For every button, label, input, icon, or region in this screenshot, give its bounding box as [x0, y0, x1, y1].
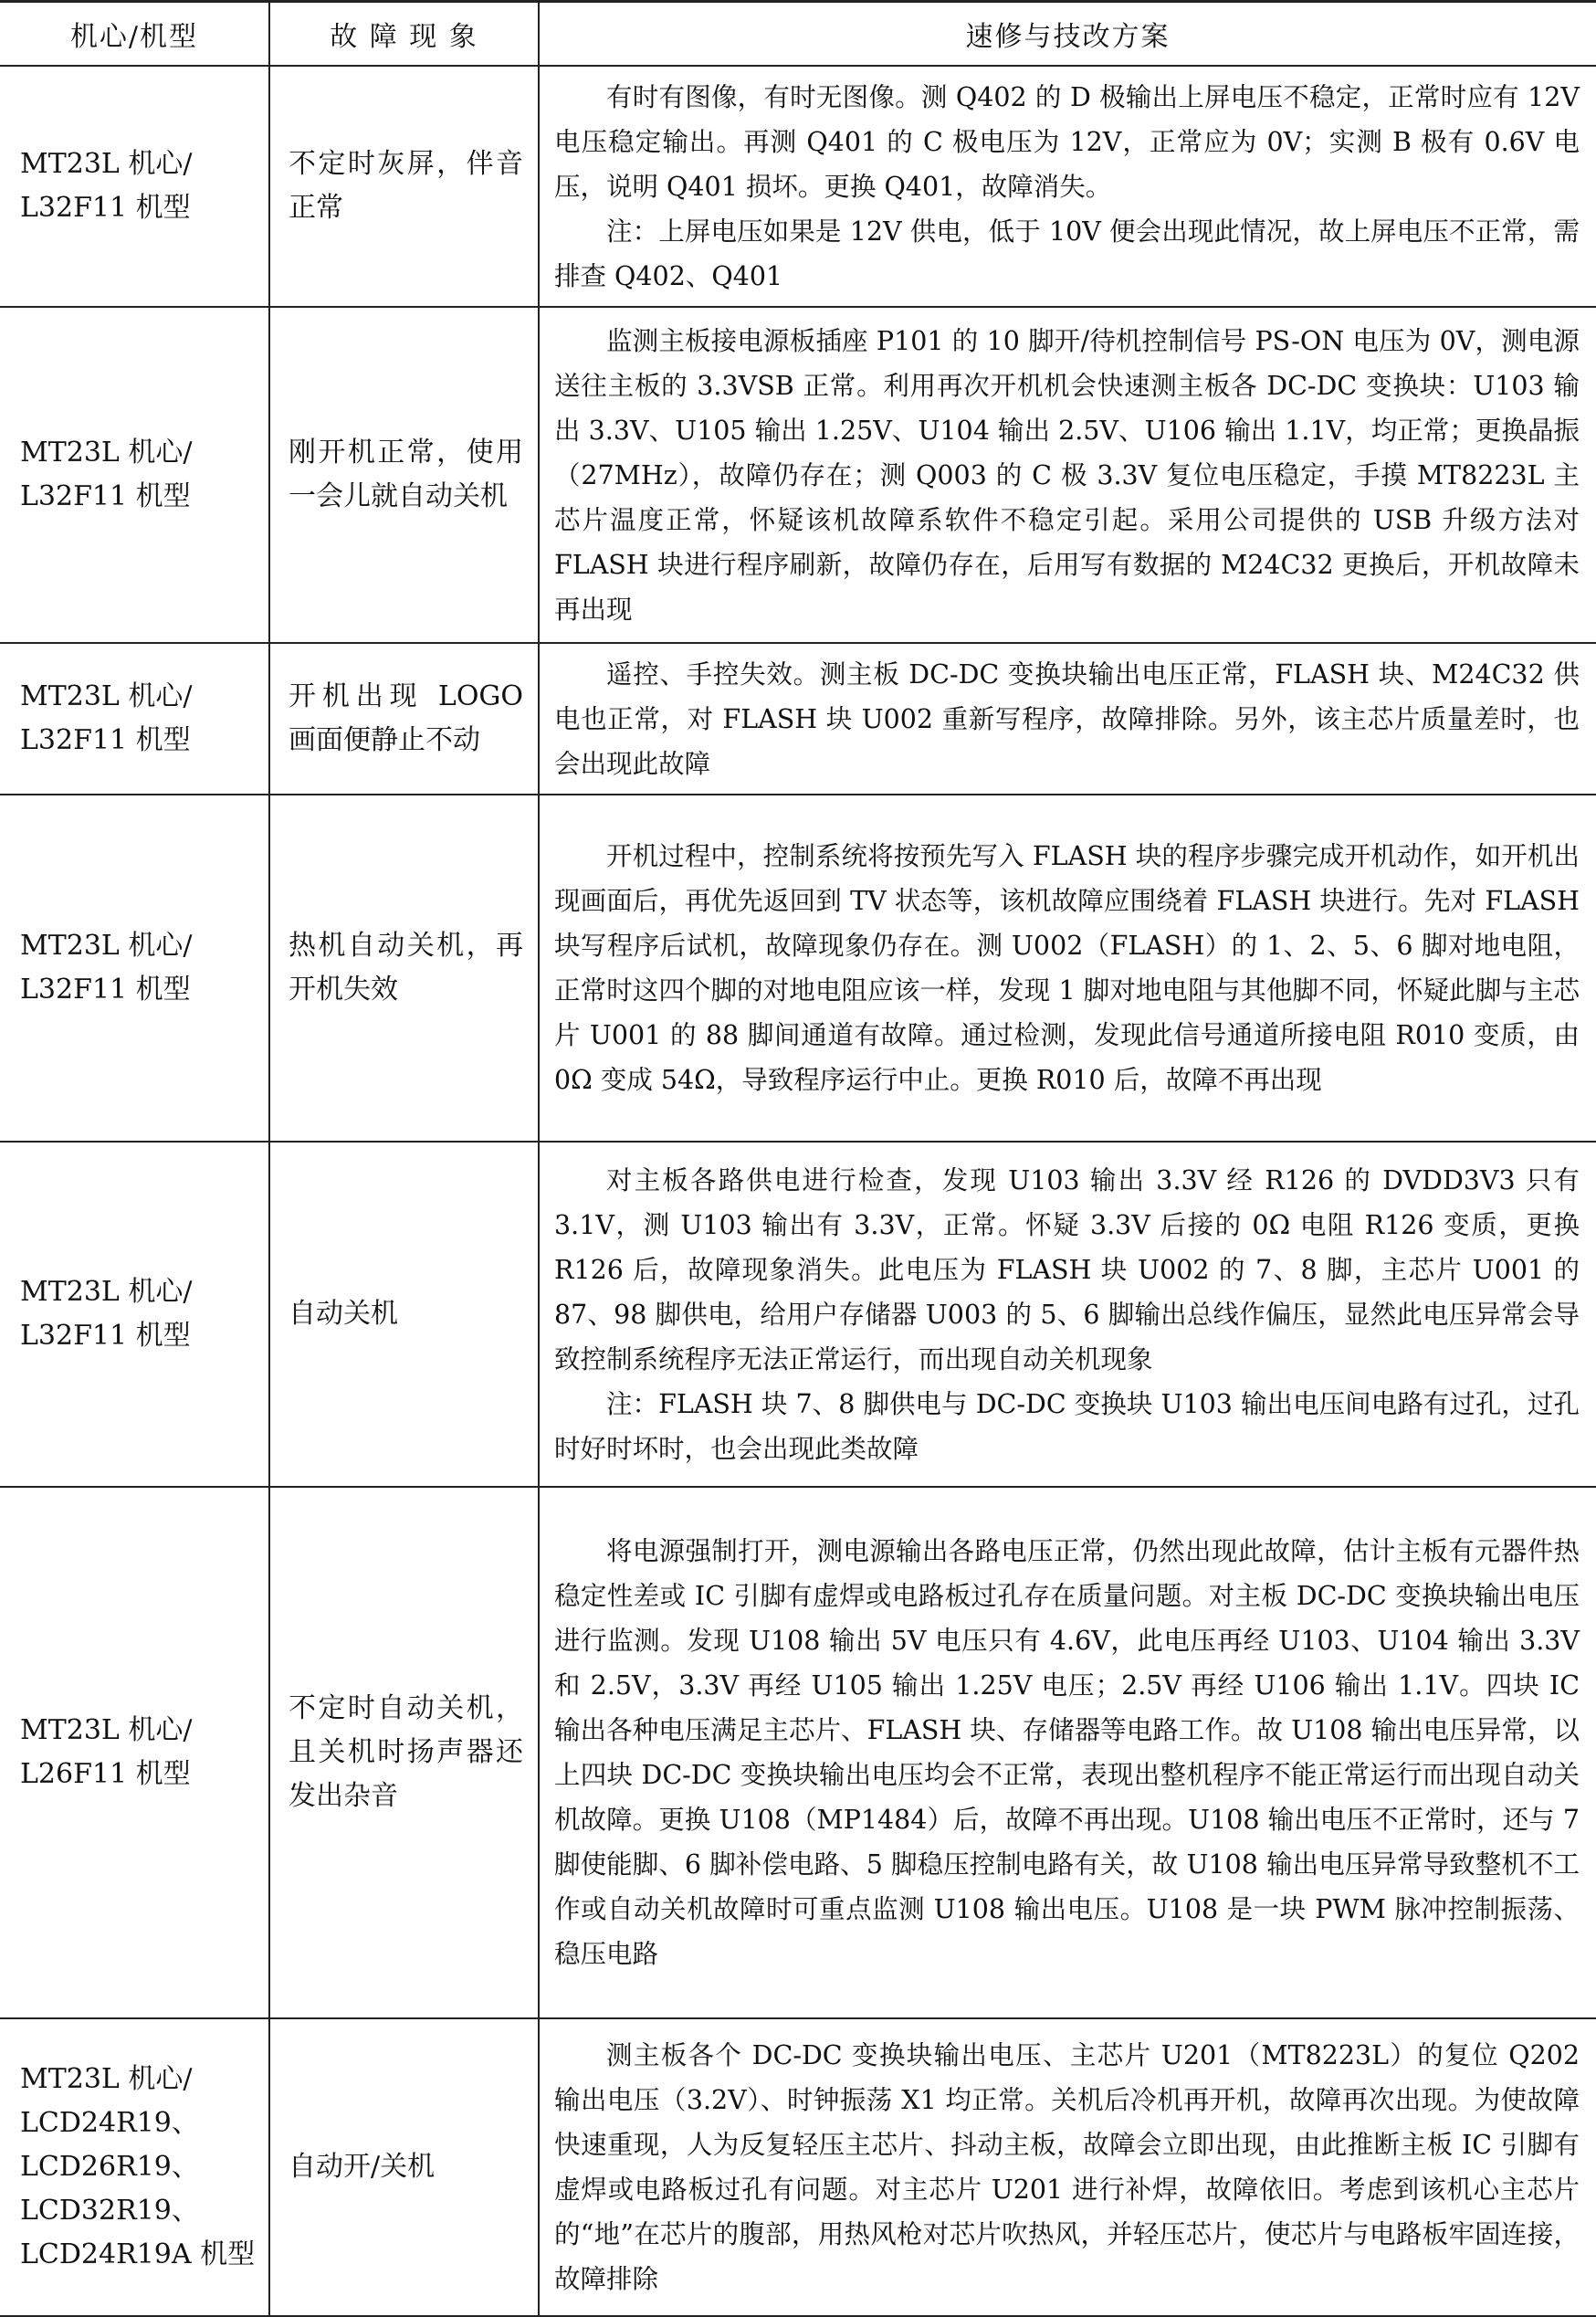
header-symptom: 故 障 现 象 — [269, 2, 539, 67]
model-line: L32F11 机型 — [20, 1320, 191, 1352]
solution-cell — [539, 1142, 1596, 1487]
model-line: L32F11 机型 — [20, 480, 191, 512]
solution-cell — [539, 795, 1596, 1142]
solution-paragraph: 对主板各路供电进行检查，发现 U103 输出 3.3V 经 R126 的 DVDD3V3 只有 3.1V，测 U103 输出有 3.3V，正常。怀疑 3.3V 后接的 0Ω 电阻 R126 变质，更换 R126 后，故障现象消失。此电压为 FLASH 块 U002 的 7、8 脚，主芯片 U001 的 87、98 脚供电，给用户存储器 U003 的 5、6 脚输出总线作偏压，显然此电压异常会导致控制系统程序无法正常运行，而出现自动关机现象 — [554, 1164, 1580, 1374]
symptom-cell: 自动开/关机 — [269, 2018, 539, 2316]
symptom-cell: 不定时自动关机，且关机时扬声器还发出杂音 — [269, 1487, 539, 2018]
model-cell — [0, 1487, 269, 2018]
solution-paragraph: 测主板各个 DC-DC 变换块输出电压、主芯片 U201（MT8223L）的复位 Q202 输出电压（3.2V）、时钟振荡 X1 均正常。关机后冷机再开机，故障再次出现。为使故障快速重现，人为反复轻压主芯片、抖动主板，故障会立即出现，由此推断主板 IC 引脚有虚焊或电路板过孔有问题。对主芯片 U201 进行补焊，故障依旧。考虑到该机心主芯片的“地”在芯片的腹部，用热风枪对芯片吹热风，并轻压芯片，使芯片与电路板牢固连接，故障排除 — [554, 2040, 1580, 2294]
symptom-cell: 自动关机 — [269, 1142, 539, 1487]
model-line: MT23L 机心/ — [20, 148, 193, 180]
solution-note: 注：上屏电压如果是 12V 供电，低于 10V 便会出现此情况，故上屏电压不正常，需排查 Q402、Q401 — [554, 216, 1580, 291]
solution-paragraph: 有时有图像，有时无图像。测 Q402 的 D 极输出上屏电压不稳定，正常时应有 12V 电压稳定输出。再测 Q401 的 C 极电压为 12V，正常应为 0V；实测 B 极有 0.6V 电压，说明 Q401 损坏。更换 Q401，故障消失。 — [554, 81, 1580, 202]
table-row — [0, 2018, 1596, 2316]
table-row — [0, 1142, 1596, 1487]
model-line: L32F11 机型 — [20, 192, 191, 224]
header-row — [0, 2, 1596, 67]
header-model: 机心/机型 — [0, 2, 269, 67]
table-row — [0, 1487, 1596, 2018]
model-cell — [0, 795, 269, 1142]
model-cell — [0, 643, 269, 795]
table-row — [0, 643, 1596, 795]
solution-paragraph: 监测主板接电源板插座 P101 的 10 脚开/待机控制信号 PS-ON 电压为 0V，测电源送往主板的 3.3VSB 正常。利用再次开机机会快速测主板各 DC-DC 变换块：U103 输出 3.3V、U105 输出 1.25V、U104 输出 2.5V、U106 输出 1.1V，均正常；更换晶振（27MHz），故障仍存在；测 Q003 的 C 极 3.3V 复位电压稳定，手摸 MT8223L 主芯片温度正常，怀疑该机故障系软件不稳定引起。采用公司提供的 USB 升级方法对 FLASH 块进行程序刷新，故障仍存在，后用写有数据的 M24C32 更换后，开机故障未再出现 — [554, 325, 1580, 625]
solution-cell — [539, 643, 1596, 795]
table-row — [0, 66, 1596, 307]
solution-cell — [539, 307, 1596, 643]
model-line: L32F11 机型 — [20, 974, 191, 1006]
solution-cell — [539, 2018, 1596, 2316]
model-line: MT23L 机心/ — [20, 930, 193, 962]
symptom-cell: 热机自动关机，再开机失效 — [269, 795, 539, 1142]
symptom-cell: 开机出现 LOGO 画面便静止不动 — [269, 643, 539, 795]
solution-cell — [539, 1487, 1596, 2018]
symptom-cell: 不定时灰屏，伴音正常 — [269, 66, 539, 307]
solution-paragraph: 遥控、手控失效。测主板 DC-DC 变换块输出电压正常，FLASH 块、M24C32 供电也正常，对 FLASH 块 U002 重新写程序，故障排除。另外，该主芯片质量差时，也会出现此故障 — [554, 658, 1580, 779]
solution-cell — [539, 66, 1596, 307]
model-line: L32F11 机型 — [20, 724, 191, 756]
solution-paragraph: 将电源强制打开，测电源输出各路电压正常，仍然出现此故障，估计主板有元器件热稳定性差或 IC 引脚有虚焊或电路板过孔存在质量问题。对主板 DC-DC 变换块输出电压进行监测。发现 U108 输出 5V 电压只有 4.6V，此电压再经 U103、U104 输出 3.3V 和 2.5V，3.3V 再经 U105 输出 1.25V 电压；2.5V 再经 U106 输出 1.1V。四块 IC 输出各种电压满足主芯片、FLASH 块、存储器等电路工作。故 U108 输出电压异常，以上四块 DC-DC 变换块输出电压均会不正常，表现出整机程序不能正常运行而出现自动关机故障。更换 U108（MP1484）后，故障不再出现。U108 输出电压不正常时，还与 7 脚使能脚、6 脚补偿电路、5 脚稳压控制电路有关，故 U108 输出电压异常导致整机不工作或自动关机故障时可重点监测 U108 输出电压。U108 是一块 PWM 脉冲控制振荡、稳压电路 — [554, 1536, 1580, 1969]
model-line: L26F11 机型 — [20, 1758, 191, 1790]
model-line: MT23L 机心/ — [20, 1714, 193, 1746]
model-line: MT23L 机心/ — [20, 2063, 193, 2095]
model-cell — [0, 2018, 269, 2316]
model-cell — [0, 66, 269, 307]
table-row — [0, 795, 1596, 1142]
symptom-cell: 刚开机正常，使用一会儿就自动关机 — [269, 307, 539, 643]
model-line: LCD26R19、 — [20, 2151, 199, 2183]
table-row — [0, 307, 1596, 643]
model-line: MT23L 机心/ — [20, 680, 193, 712]
model-line: LCD24R19、 — [20, 2107, 199, 2139]
solution-paragraph: 开机过程中，控制系统将按预先写入 FLASH 块的程序步骤完成开机动作，如开机出现画面后，再优先返回到 TV 状态等，该机故障应围绕着 FLASH 块进行。先对 FLASH 块写程序后试机，故障现象仍存在。测 U002（FLASH）的 1、2、5、6 脚对地电阻，正常时这四个脚的对地电阻应该一样，发现 1 脚对地电阻与其他脚不同，怀疑此脚与主芯片 U001 的 88 脚间通道有故障。通过检测，发现此信号通道所接电阻 R010 变质，由 0Ω 变成 54Ω，导致程序运行中止。更换 R010 后，故障不再出现 — [554, 841, 1580, 1095]
model-line: LCD24R19A 机型 — [20, 2238, 256, 2270]
model-line: MT23L 机心/ — [20, 1276, 193, 1308]
model-line: MT23L 机心/ — [20, 437, 193, 469]
model-cell — [0, 1142, 269, 1487]
model-line: LCD32R19、 — [20, 2195, 199, 2227]
model-cell — [0, 307, 269, 643]
header-solution: 速修与技改方案 — [539, 2, 1596, 67]
solution-note: 注：FLASH 块 7、8 脚供电与 DC-DC 变换块 U103 输出电压间电路有过孔，过孔时好时坏时，也会出现此类故障 — [554, 1388, 1580, 1464]
